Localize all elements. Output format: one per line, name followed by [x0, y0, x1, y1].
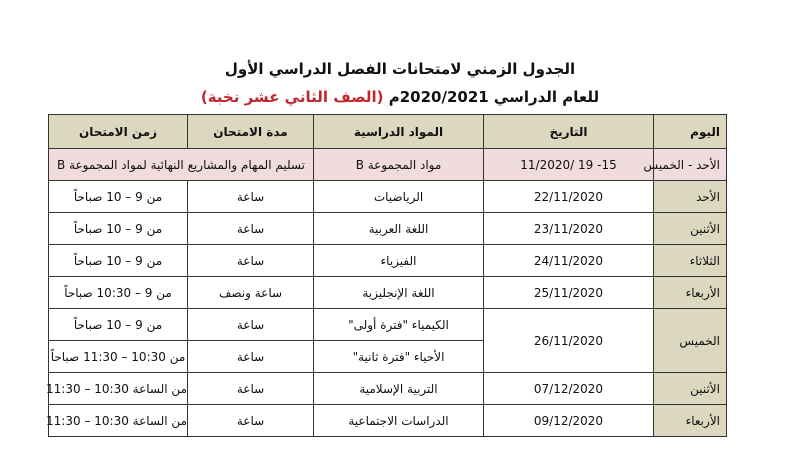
cell-duration: ساعة	[188, 405, 314, 437]
cell-time: من 9 – 10 صباحاً	[49, 309, 188, 341]
cell-day: الأربعاء	[654, 277, 727, 309]
cell-subject: اللغة الإنجليزية	[314, 277, 484, 309]
cell-subject: اللغة العربية	[314, 213, 484, 245]
header-date: التاريخ	[484, 115, 654, 149]
header-time: زمن الامتحان	[49, 115, 188, 149]
table-row	[49, 213, 727, 245]
table-row	[49, 405, 727, 437]
cell-note: تسليم المهام والمشاريع النهائية لمواد المجموعة B	[49, 149, 314, 181]
cell-date: 24/11/2020	[484, 245, 654, 277]
table-header-row	[49, 115, 727, 149]
cell-time: من الساعة 10:30 – 11:30	[49, 405, 188, 437]
cell-time: من 9 – 10 صباحاً	[49, 181, 188, 213]
cell-time: من الساعة 10:30 – 11:30	[49, 373, 188, 405]
cell-date: 22/11/2020	[484, 181, 654, 213]
cell-day: الأثنين	[654, 213, 727, 245]
subtitle-year: للعام الدراسي 2020/2021م	[383, 88, 600, 106]
cell-duration: ساعة	[188, 181, 314, 213]
cell-subject: التربية الإسلامية	[314, 373, 484, 405]
cell-duration: ساعة	[188, 309, 314, 341]
cell-date: 15- 19 /11/2020	[484, 149, 654, 181]
cell-day: الثلاثاء	[654, 245, 727, 277]
cell-day: الأربعاء	[654, 405, 727, 437]
cell-subject: الكيمياء "فترة أولى"	[314, 309, 484, 341]
cell-duration: ساعة	[188, 213, 314, 245]
table-row-group-b	[49, 149, 727, 181]
cell-subject: مواد المجموعة B	[314, 149, 484, 181]
table-row-thursday-1	[49, 309, 727, 341]
header-day: اليوم	[654, 115, 727, 149]
cell-day: الخميس	[654, 309, 727, 373]
table-row	[49, 373, 727, 405]
cell-duration: ساعة ونصف	[188, 277, 314, 309]
cell-date: 09/12/2020	[484, 405, 654, 437]
header-subject: المواد الدراسية	[314, 115, 484, 149]
cell-time: من 9 – 10 صباحاً	[49, 245, 188, 277]
table-row	[49, 277, 727, 309]
cell-time: من 9 – 10:30 صباحاً	[49, 277, 188, 309]
exam-schedule-table	[48, 114, 726, 437]
cell-duration: ساعة	[188, 245, 314, 277]
cell-duration: ساعة	[188, 373, 314, 405]
header-duration: مدة الامتحان	[188, 115, 314, 149]
page-subtitle	[0, 88, 800, 106]
table-row	[49, 245, 727, 277]
cell-subject: الأحياء "فترة ثانية"	[314, 341, 484, 373]
cell-day: الأثنين	[654, 373, 727, 405]
subtitle-grade: (الصف الثاني عشر نخبة)	[200, 88, 384, 106]
cell-day: الأحد - الخميس	[654, 149, 727, 181]
table-row	[49, 181, 727, 213]
cell-duration: ساعة	[188, 341, 314, 373]
cell-subject: الرياضيات	[314, 181, 484, 213]
cell-subject: الدراسات الاجتماعية	[314, 405, 484, 437]
page-title: الجدول الزمني لامتحانات الفصل الدراسي الأول	[224, 60, 576, 78]
cell-date: 25/11/2020	[484, 277, 654, 309]
cell-date: 26/11/2020	[484, 309, 654, 373]
cell-subject: الفيزياء	[314, 245, 484, 277]
cell-day: الأحد	[654, 181, 727, 213]
cell-time: من 9 – 10 صباحاً	[49, 213, 188, 245]
cell-date: 23/11/2020	[484, 213, 654, 245]
cell-time: من 10:30 – 11:30 صباحاً	[49, 341, 188, 373]
cell-date: 07/12/2020	[484, 373, 654, 405]
